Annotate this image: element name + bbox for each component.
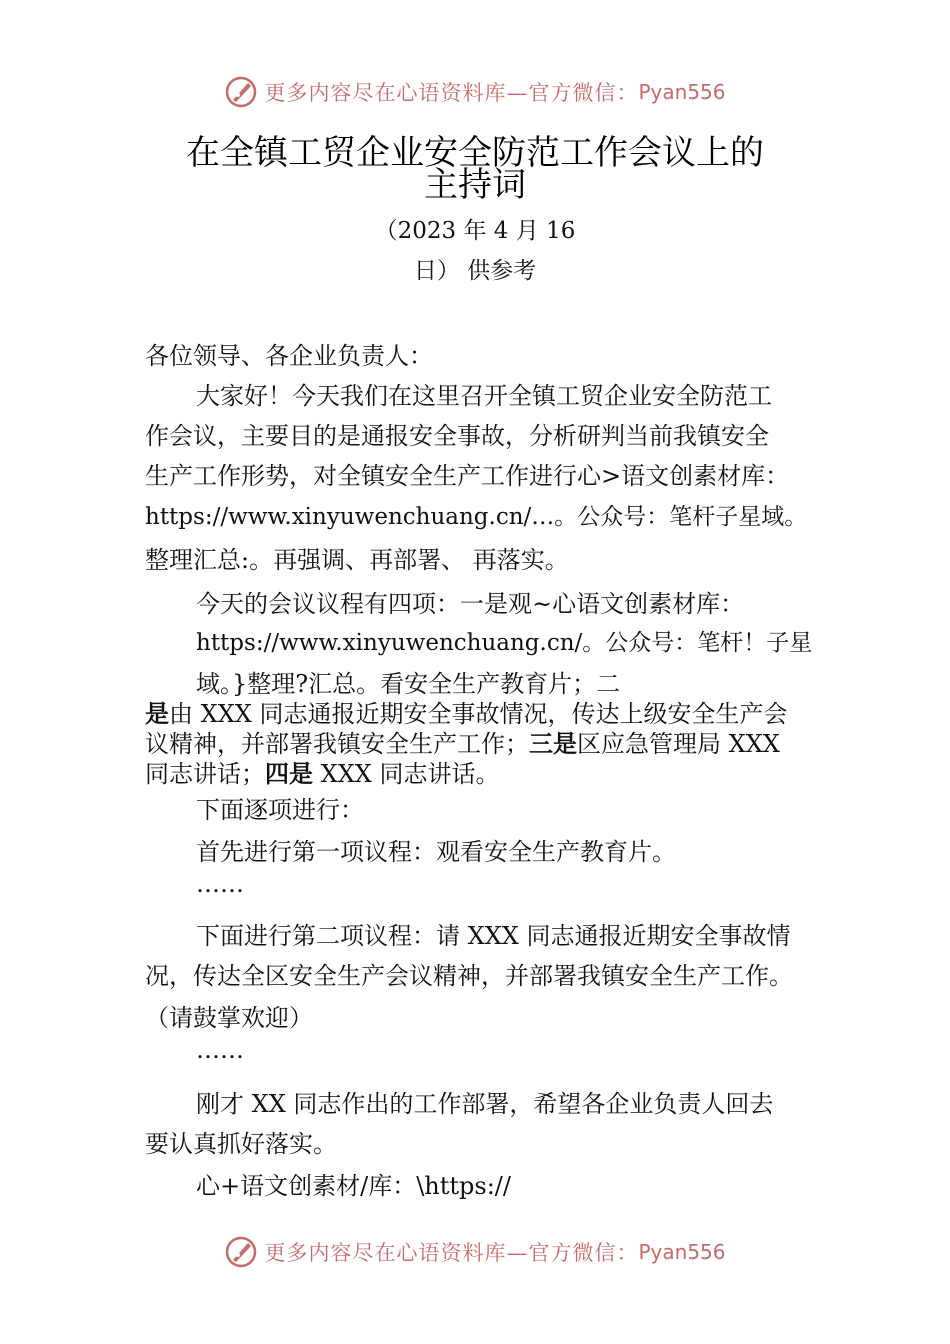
p3-text: 区应急管理局 XXX bbox=[577, 730, 780, 758]
greeting: 各位领导、各企业负责人： bbox=[145, 342, 433, 370]
p8: 心+语文创素材/库：\https:// bbox=[196, 1172, 511, 1200]
p1-line: 整理汇总:。再强调、再部署、 再落实。 bbox=[145, 546, 569, 574]
pen-logo-icon bbox=[224, 75, 258, 109]
p4: 下面逐项进行： bbox=[196, 796, 364, 824]
ellipsis: …… bbox=[196, 870, 244, 898]
watermark-text: 更多内容尽在心语资料库—官方微信： bbox=[264, 81, 639, 105]
p2-line: 域。}整理?汇总。看安全生产教育片；二 bbox=[196, 670, 621, 698]
p2-line: 今天的会议议程有四项：一是观~心语文创素材库： bbox=[196, 590, 745, 618]
agenda-bold-3: 三是 bbox=[529, 730, 577, 758]
watermark-wechat: Pyan556 bbox=[638, 80, 726, 104]
title-line-2: 主持词 bbox=[424, 165, 526, 205]
p1-line: 作会议，主要目的是通报安全事故，分析研判当前我镇安全 bbox=[145, 422, 769, 450]
p3-text: 由 XXX 同志通报近期安全事故情况，传达上级安全生产会 bbox=[169, 700, 788, 728]
p3-text: XXX 同志讲话。 bbox=[313, 760, 500, 788]
p7-line: 刚才 XX 同志作出的工作部署，希望各企业负责人回去 bbox=[196, 1090, 774, 1118]
p2-line: https://www.xinyuwenchuang.cn/。公众号：笔杆！子星 bbox=[196, 630, 813, 656]
p3-line-3 bbox=[145, 754, 500, 789]
watermark-footer bbox=[0, 1232, 950, 1272]
p5: 首先进行第一项议程：观看安全生产教育片。 bbox=[196, 838, 676, 866]
agenda-bold-2: 是 bbox=[145, 700, 169, 728]
p3-text: 议精神，并部署我镇安全生产工作； bbox=[145, 730, 529, 758]
p6-line: 下面进行第二项议程：请 XXX 同志通报近期安全事故情 bbox=[196, 922, 791, 950]
p1-line: 大家好！今天我们在这里召开全镇工贸企业安全防范工 bbox=[196, 382, 772, 410]
watermark-header bbox=[0, 72, 950, 112]
date-line-1: （2023 年 4 月 16 bbox=[374, 218, 576, 244]
p6-line: （请鼓掌欢迎） bbox=[145, 1004, 313, 1032]
p6-line: 况，传达全区安全生产会议精神，并部署我镇安全生产工作。 bbox=[145, 962, 793, 990]
ellipsis: …… bbox=[196, 1036, 244, 1064]
agenda-bold-4: 四是 bbox=[265, 760, 313, 788]
p7-line: 要认真抓好落实。 bbox=[145, 1130, 337, 1158]
pen-logo-icon bbox=[224, 1235, 258, 1269]
p1-line: https://www.xinyuwenchuang.cn/…。公众号：笔杆子星域。 bbox=[145, 504, 808, 530]
date-line-2: 日） 供参考 bbox=[413, 258, 537, 284]
watermark-text: 更多内容尽在心语资料库—官方微信： bbox=[264, 1241, 639, 1265]
title-line-1: 在全镇工贸企业安全防范工作会议上的 bbox=[186, 133, 764, 173]
p1-line: 生产工作形势，对全镇安全生产工作进行心>语文创素材库： bbox=[145, 462, 790, 490]
watermark-wechat: Pyan556 bbox=[638, 1240, 726, 1264]
p3-text: 同志讲话； bbox=[145, 760, 265, 788]
